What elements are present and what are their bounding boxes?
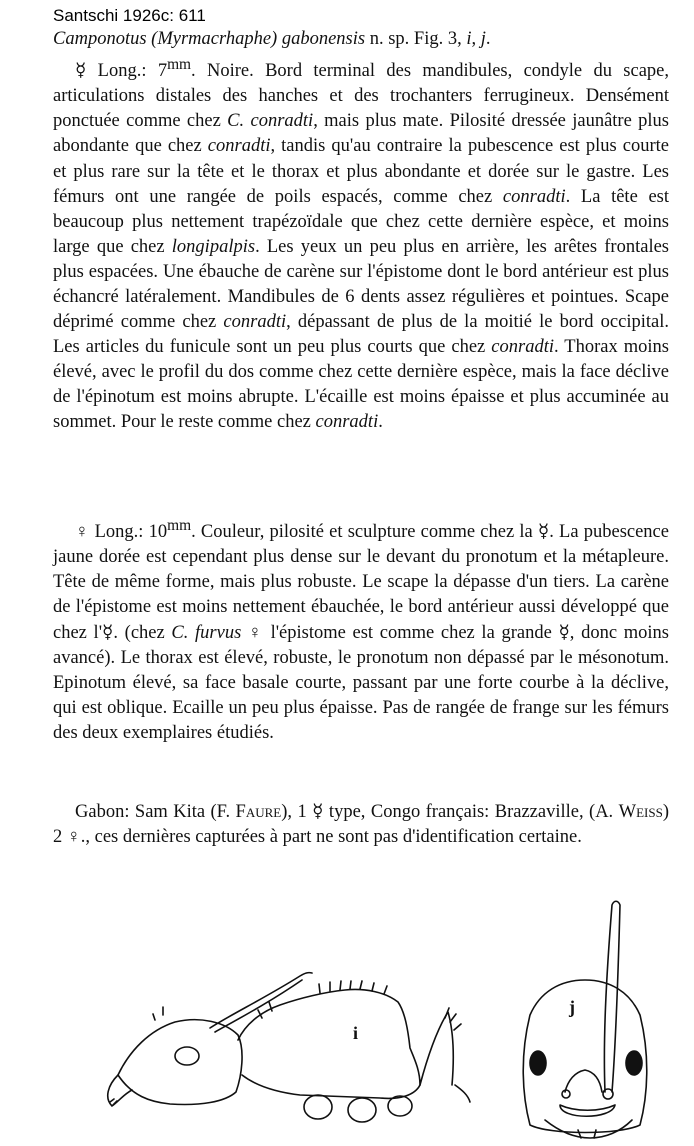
title-end: . xyxy=(485,29,491,49)
species-title xyxy=(53,27,673,52)
text-run: . La tête est beaucoup plus nettement trapézoïdale que chez cette dernière espèce, et moins large que chez xyxy=(53,186,669,257)
unit-mm: mm xyxy=(167,517,192,534)
taxon-name: conradti xyxy=(502,186,566,207)
female-paragraph xyxy=(53,513,669,746)
taxon-name: conradti xyxy=(491,337,554,358)
title-text: n. sp. Fig. 3, xyxy=(365,29,467,49)
unit-mm: mm xyxy=(167,56,192,73)
text-run: . Couleur, pilosité et sculpture comme chez la ☿. La pubescence jaune dorée est cependant plus dense sur le devant du pronotum et la métapleure. Tête de même forme, mais plus robuste. Le scape la dépasse d'un tiers. La carène de l'épistome est moins nettement ébauchée, le bord antérieur aussi développé que chez l'☿. (chez xyxy=(53,522,669,643)
text-run: . Noire. Bord terminal des mandibules, condyle du scape, articulations distales des hanches et des trochanters ferrugineux. Densément ponctuée comme chez xyxy=(53,61,669,132)
text-run: Gabon: Sam Kita (F. xyxy=(75,802,236,822)
text-run: ♀ l'épistome est comme chez la grande ☿, donc moins avancé). Le thorax est élevé, robuste, le pronotum non dépassé par le mésonotum. Epinotum élevé, sa face basale courte, passant par une forte courbe à la déclive, qui est oblique. Ecaille un peu plus épaisse. Pas de rangée de frange sur les fémurs des deux exemplaires étudiés. xyxy=(53,622,669,743)
ant-head-frontal-drawing xyxy=(523,901,647,1138)
figure-3 xyxy=(0,880,694,1146)
title-sep: , xyxy=(471,29,481,49)
locality-text xyxy=(53,800,669,850)
title-fig-j: j xyxy=(480,29,486,49)
text-run: ♀ Long.: 10 xyxy=(75,522,168,543)
worker-paragraph xyxy=(53,52,669,436)
female-description xyxy=(53,513,669,746)
taxon-name: conradti xyxy=(223,312,287,333)
collector-name: Faure xyxy=(235,802,282,822)
text-run: ) 2 ♀., ces dernières capturées à part ne sont pas d'identification certaine. xyxy=(53,802,669,848)
text-run: , tandis qu'au contraire la pubescence est plus courte et plus rare sur la tête et le thorax et plus abondante et dorée sur le gastre. Les fémurs ont une rangée de poils espacés, comme chez xyxy=(53,136,669,207)
locality-paragraph xyxy=(53,800,669,850)
text-run: ☿ Long.: 7 xyxy=(75,61,168,82)
worker-description xyxy=(53,52,669,436)
citation-header: Santschi 1926c: 611 xyxy=(53,6,206,25)
text-run: . Les yeux un peu plus en arrière, les arêtes frontales plus espacées. Une ébauche de carène sur l'épistome dont le bord antérieur est plus échancré latéralement. Mandibules de 6 dents assez régulières et pointues. Scape déprimé comme chez xyxy=(53,236,669,333)
text-run: , dépassant de plus de la moitié le bord occipital. Les articles du funicule sont un peu plus courts que chez xyxy=(53,312,669,358)
text-run: . Thorax moins élevé, avec le profil du dos comme chez cette dernière espèce, mais la face déclive de l'épinotum est moins abrupte. L'écaille est moins épaisse et plus accuminée au sommet. Pour le reste comme chez xyxy=(53,337,669,433)
figure-label-j: j xyxy=(569,997,575,1017)
taxon-name: longipalpis xyxy=(171,236,256,257)
taxon-name: conradti xyxy=(207,136,271,157)
title-fig-i: i xyxy=(466,29,472,49)
taxon-name: C. conradti xyxy=(227,111,314,132)
taxon-name: C. furvus xyxy=(171,622,242,643)
figure-label-i: i xyxy=(353,1023,359,1043)
species-name: Camponotus (Myrmacrhaphe) gabonensis xyxy=(53,29,366,49)
text-run: , mais plus mate. Pilosité dressée jaunâtre plus abondante que chez xyxy=(53,111,670,157)
ant-drawings xyxy=(0,880,694,1146)
text-run: . xyxy=(378,412,383,433)
text-run: ), 1 ☿ type, Congo français: Brazzaville, (A. xyxy=(281,802,619,822)
taxon-name: conradti xyxy=(315,412,379,433)
collector-name: Weiss xyxy=(618,802,663,822)
ant-profile-drawing xyxy=(108,973,470,1122)
